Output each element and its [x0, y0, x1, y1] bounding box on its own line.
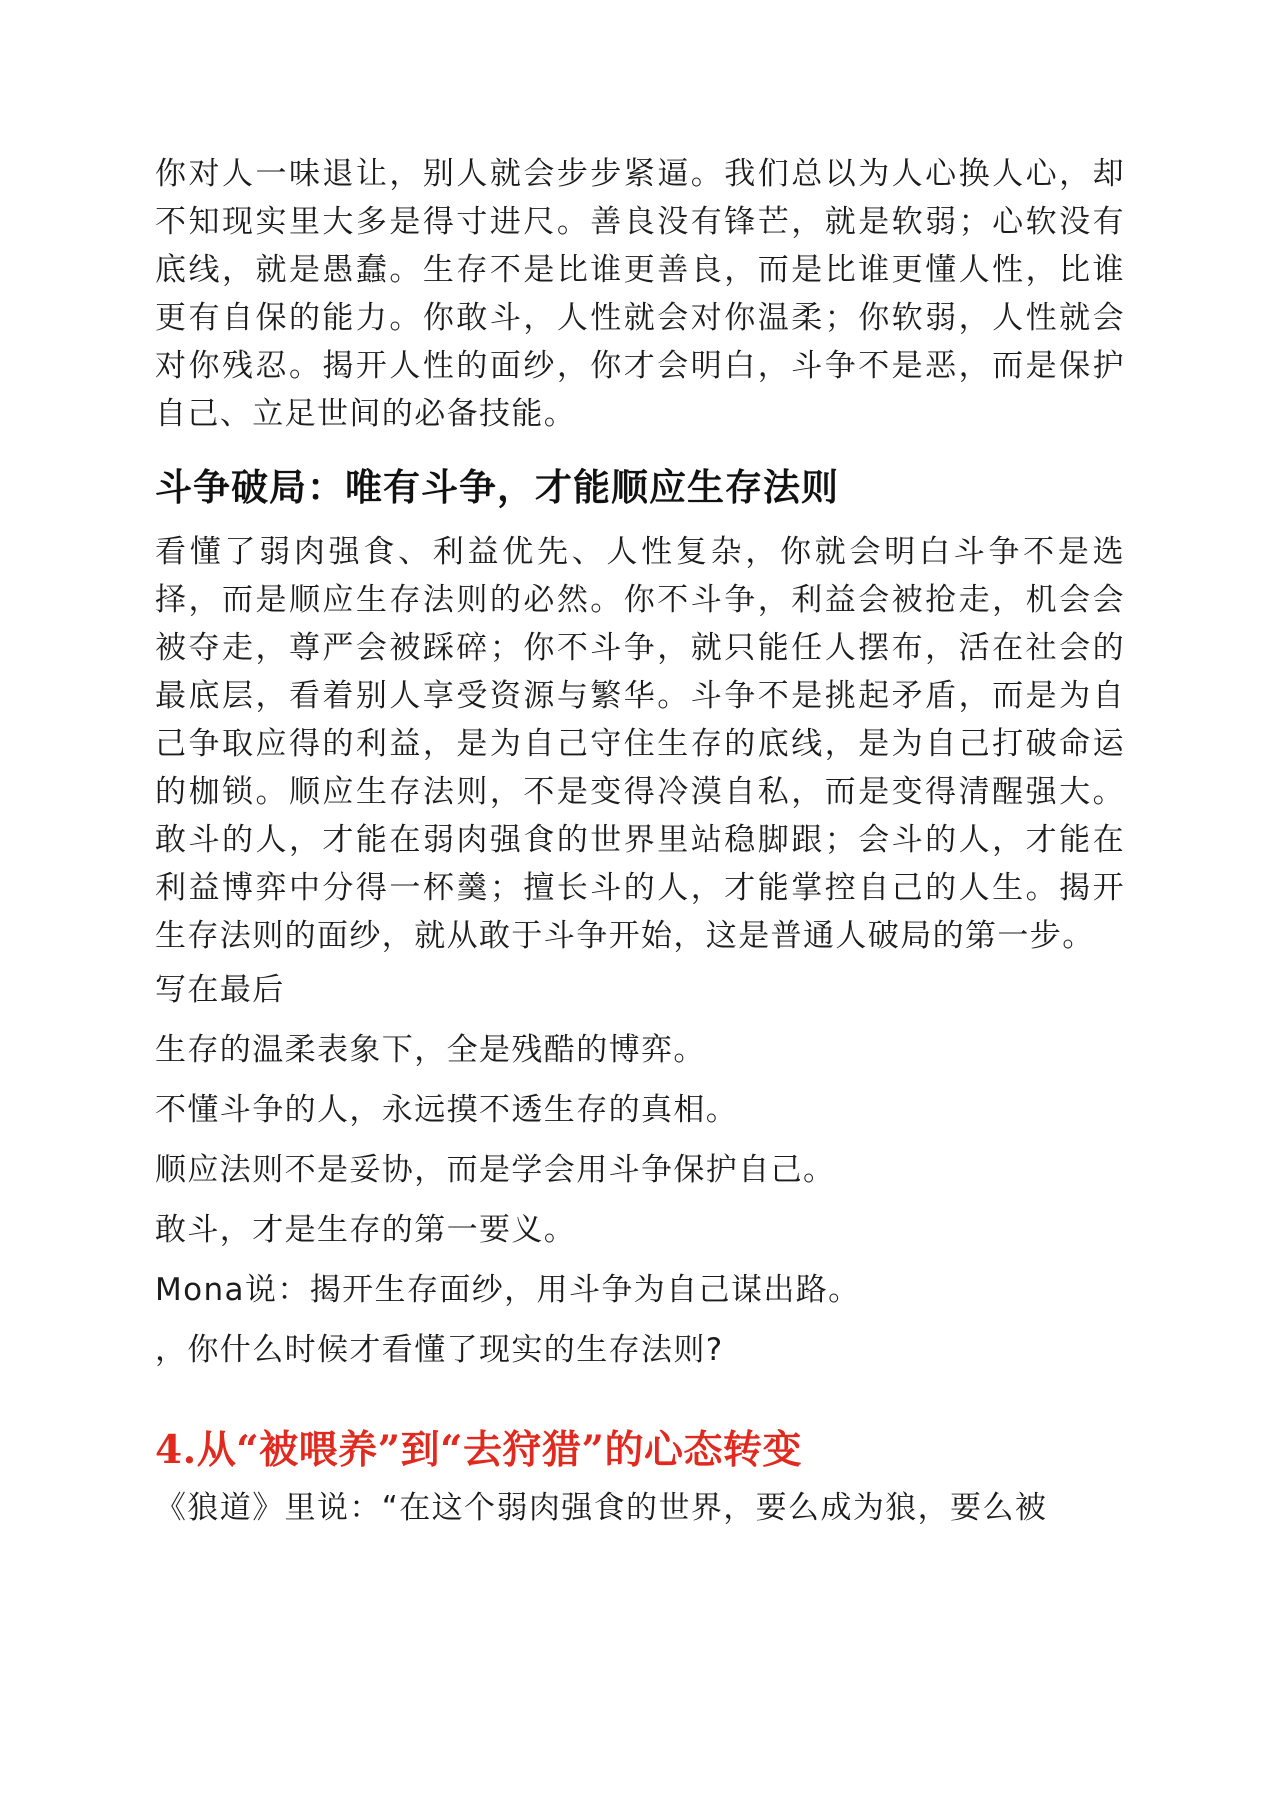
closing-line: 生存的温柔表象下，全是残酷的博弈。 [155, 1032, 706, 1068]
closing-line: 不懂斗争的人，永远摸不透生存的真相。 [155, 1092, 739, 1128]
closing-lines [155, 960, 1125, 1380]
body-paragraph-3: 《狼道》里说：“在这个弱肉强食的世界，要么成为狼，要么被 [155, 1490, 1048, 1526]
closing-line: ，你什么时候才看懂了现实的生存法则? [155, 1332, 724, 1368]
section-heading: 斗争破局：唯有斗争，才能顺应生存法则 [155, 466, 839, 509]
body-paragraph-2: 看懂了弱肉强食、利益优先、人性复杂，你就会明白斗争不是选择，而是顺应生存法则的必然。你不斗争，利益会被抢走，机会会被夺走，尊严会被踩碎；你不斗争，就只能任人摆布，活在社会的最底层，看着别人享受资源与繁华。斗争不是挑起矛盾，而是为自己争取应得的利益，是为自己守住生存的底线，是为自己打破命运的枷锁。顺应生存法则，不是变得冷漠自私，而是变得清醒强大。敢斗的人，才能在弱肉强食的世界里站稳脚跟；会斗的人，才能在利益博弈中分得一杯羹；擅长斗的人，才能掌控自己的人生。揭开生存法则的面纱，就从敢于斗争开始，这是普通人破局的第一步。 [155, 534, 1125, 954]
body-paragraph-1: 你对人一味退让，别人就会步步紧逼。我们总以为人心换人心，却不知现实里大多是得寸进尺。善良没有锋芒，就是软弱；心软没有底线，就是愚蠢。生存不是比谁更善良，而是比谁更懂人性，比谁更有自保的能力。你敢斗，人性就会对你温柔；你软弱，人性就会对你残忍。揭开人性的面纱，你才会明白，斗争不是恶，而是保护自己、立足世间的必备技能。 [155, 156, 1125, 432]
closing-line: 敢斗，才是生存的第一要义。 [155, 1212, 577, 1248]
closing-line: 写在最后 [155, 972, 285, 1008]
closing-line: 顺应法则不是妥协，而是学会用斗争保护自己。 [155, 1152, 836, 1188]
document-body [155, 150, 1125, 1532]
red-section-heading: 4.从“被喂养”到“去狩猎”的心态转变 [155, 1427, 802, 1473]
closing-line: Mona说：揭开生存面纱，用斗争为自己谋出路。 [155, 1272, 861, 1308]
